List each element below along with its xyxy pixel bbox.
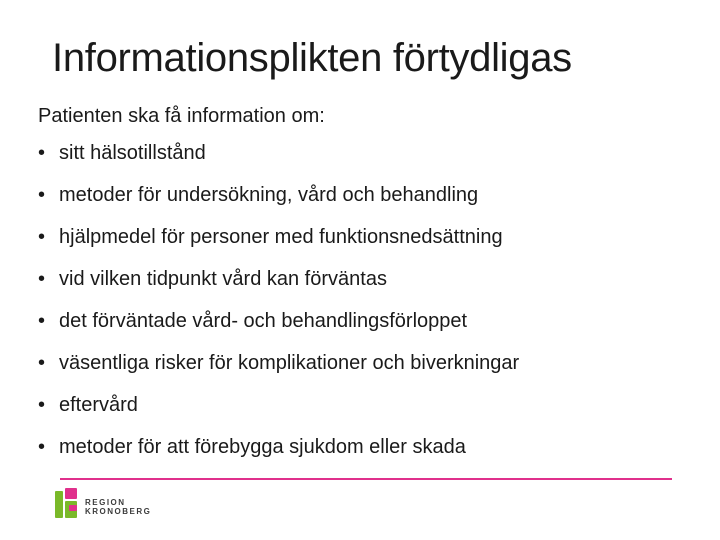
bullet-item [38,434,519,476]
bullet-item [38,140,519,182]
bullet-text: metoder för att förebygga sjukdom eller skada [59,436,466,458]
bullet-item [38,350,519,392]
bullet-text: metoder för undersökning, vård och behandling [59,184,479,206]
bullet-icon: • [38,352,46,374]
bullet-icon: • [38,310,46,332]
bullet-item [38,308,519,350]
logo-line-region: REGION [85,498,126,507]
bullet-icon: • [38,226,46,248]
logo-block-green-tall [55,491,63,518]
slide-title: Informationsplikten förtydligas [52,36,572,80]
bullet-icon: • [38,142,46,164]
intro-text: Patienten ska få information om: [38,105,325,127]
bullet-icon: • [38,394,46,416]
logo-block-pink-accent [69,505,77,511]
bullet-item [38,182,519,224]
bullet-text: vid vilken tidpunkt vård kan förväntas [59,268,387,290]
logo-wordmark [85,498,151,516]
region-kronoberg-logo-mark-icon [55,487,81,521]
bullet-item [38,266,519,308]
bullet-icon: • [38,436,46,458]
logo-block-pink-top [65,488,77,499]
bullet-text: väsentliga risker för komplikationer och biverkningar [59,352,520,374]
bullet-icon: • [38,268,46,290]
bullet-text: eftervård [59,394,138,416]
footer-divider [60,478,672,480]
region-kronoberg-logo [55,487,175,521]
bullet-list [38,140,519,476]
bullet-item [38,392,519,434]
logo-line-kronoberg: KRONOBERG [85,507,152,516]
bullet-text: det förväntade vård- och behandlingsförloppet [59,310,468,332]
bullet-icon: • [38,184,46,206]
bullet-text: sitt hälsotillstånd [59,142,206,164]
bullet-item [38,224,519,266]
bullet-text: hjälpmedel för personer med funktionsnedsättning [59,226,503,248]
